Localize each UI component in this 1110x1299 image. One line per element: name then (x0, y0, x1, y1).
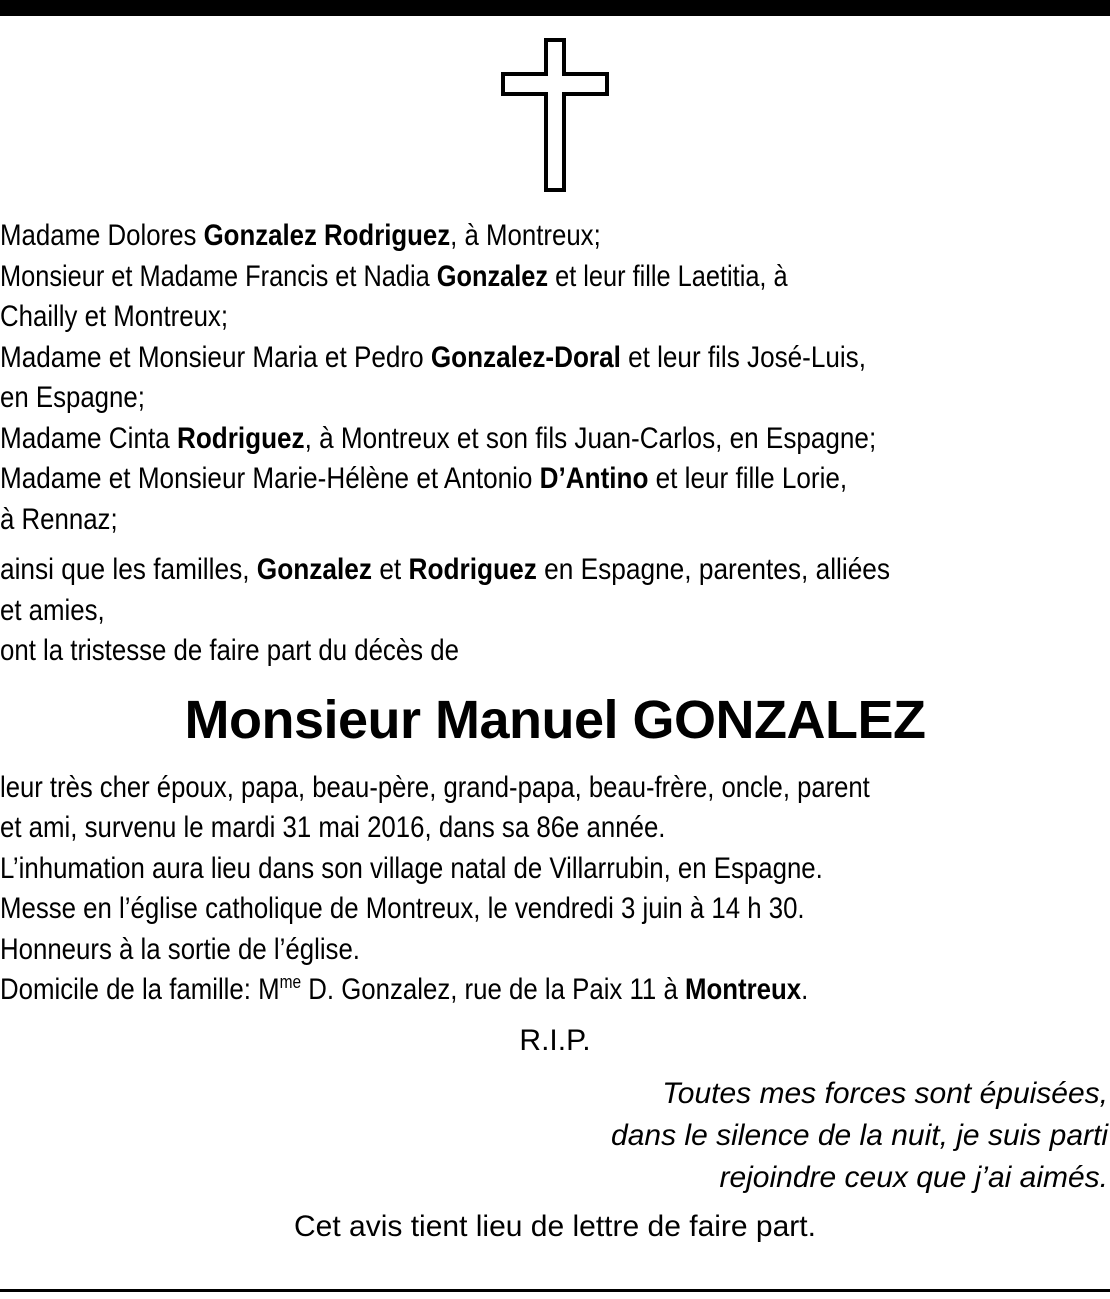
domicile-line: Domicile de la famille: $M^{me}$ D. Gonzalez, rue de la Paix 11 à Montreux. (0, 972, 809, 1006)
families-line: ainsi que les familles, Gonzalez et Rodriguez en Espagne, parentes, alliées (0, 553, 891, 586)
family-line: à Rennaz; (0, 502, 118, 536)
family-line: Madame et Monsieur Marie-Hélène et Antonio D’Antino et leur fille Lorie, (0, 462, 848, 495)
family-line: en Espagne; (0, 381, 145, 414)
quote-line: Toutes mes forces sont épuisées, (662, 1077, 1108, 1110)
families-line: et amies, (0, 593, 105, 627)
mass-line: Messe en l’église catholique de Montreux, le vendredi 3 juin à 14 h 30. (0, 892, 805, 925)
honours-line: Honneurs à la sortie de l’église. (0, 932, 360, 966)
family-line: Madame et Monsieur Maria et Pedro Gonzalez-Doral et leur fils José-Luis, (0, 340, 866, 374)
bottom-rule (0, 1289, 1110, 1292)
announcement-line: ont la tristesse de faire part du décès de (0, 634, 459, 667)
rip-text: R.I.P. (519, 1023, 591, 1057)
family-line: Madame Cinta Rodriguez, à Montreux et son fils Juan-Carlos, en Espagne; (0, 421, 877, 455)
family-line: Chailly et Montreux; (0, 300, 228, 333)
details-line: leur très cher époux, papa, beau-père, grand-papa, beau-frère, oncle, parent (0, 770, 870, 804)
cross-icon (501, 38, 609, 192)
quote-line: rejoindre ceux que j’ai aimés. (719, 1161, 1108, 1194)
burial-line: L’inhumation aura lieu dans son village natal de Villarrubin, en Espagne. (0, 851, 823, 885)
family-line: Madame Dolores Gonzalez Rodriguez, à Montreux; (0, 219, 601, 252)
top-rule (0, 0, 1110, 16)
family-line: Monsieur et Madame Francis et Nadia Gonzalez et leur fille Laetitia, à (0, 259, 788, 293)
deceased-name: Monsieur Manuel GONZALEZ (184, 689, 926, 750)
notice-body (0, 216, 1110, 1248)
closing-text: Cet avis tient lieu de lettre de faire part. (294, 1210, 816, 1243)
quote-line: dans le silence de la nuit, je suis parti (611, 1119, 1108, 1152)
details-line: et ami, survenu le mardi 31 mai 2016, dans sa 86e année. (0, 811, 666, 844)
